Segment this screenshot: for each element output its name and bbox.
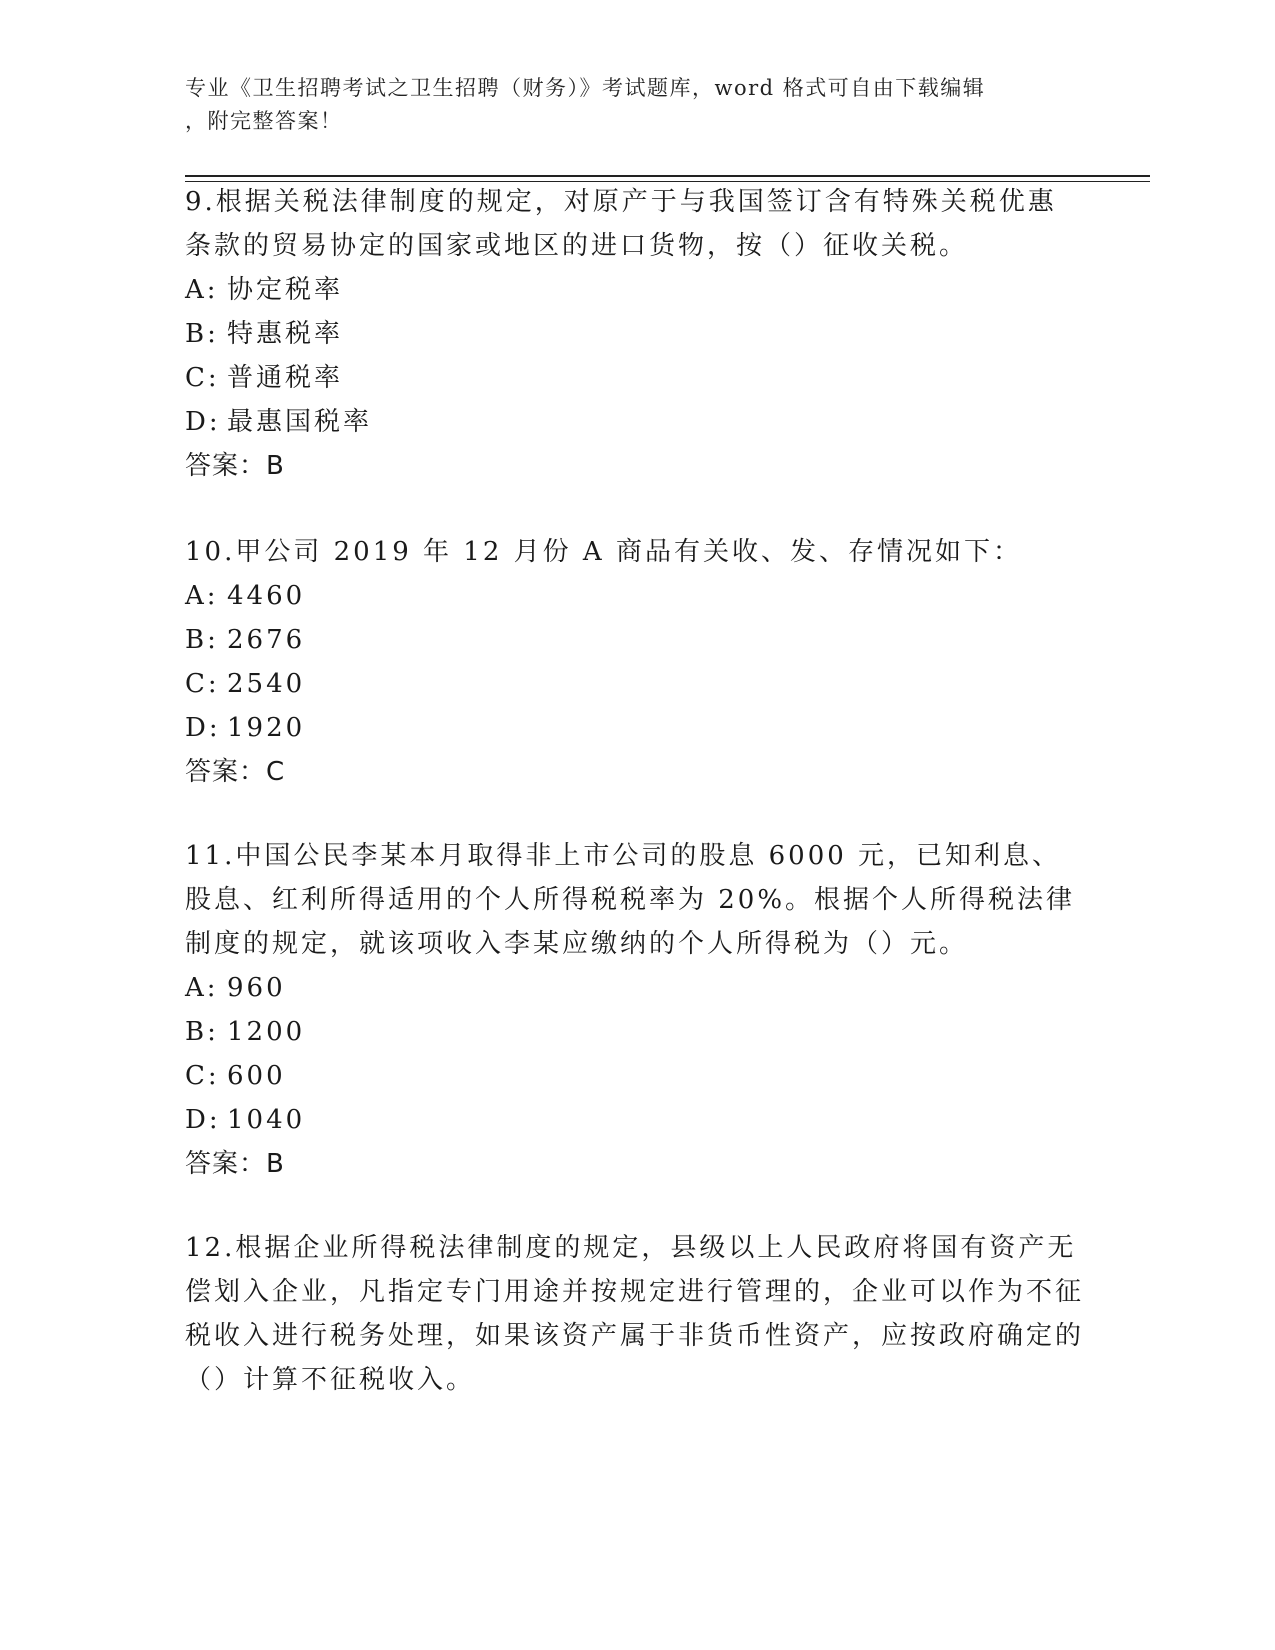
- option-b: [185, 312, 1085, 356]
- question-12: [185, 1226, 1085, 1402]
- header-line-1: 专业《卫生招聘考试之卫生招聘（财务）》考试题库，word 格式可自由下载编辑: [185, 76, 986, 100]
- option-key: A:: [185, 275, 219, 305]
- option-key: A:: [185, 581, 219, 611]
- option-key: C:: [185, 363, 220, 393]
- question-stem: 10.甲公司 2019 年 12 月份 A 商品有关收、发、存情况如下：: [185, 537, 1022, 567]
- question-11: [185, 834, 1085, 1186]
- option-b: [185, 618, 1085, 662]
- answer-line: 答案：B: [185, 451, 285, 481]
- option-text: 1200: [227, 1017, 306, 1047]
- option-b: [185, 1010, 1085, 1054]
- option-text: 600: [227, 1061, 286, 1091]
- option-d: [185, 400, 1085, 444]
- option-d: [185, 706, 1085, 750]
- question-10: [185, 530, 1085, 794]
- option-key: A:: [185, 973, 219, 1003]
- answer-line: 答案：C: [185, 757, 286, 787]
- option-key: B:: [185, 319, 219, 349]
- document-header: [185, 72, 1085, 138]
- option-text: 协定税率: [227, 275, 344, 305]
- option-a: [185, 966, 1085, 1010]
- option-c: [185, 356, 1085, 400]
- question-9: [185, 180, 1085, 488]
- option-text: 4460: [227, 581, 306, 611]
- option-text: 960: [227, 973, 286, 1003]
- question-stem: 12.根据企业所得税法律制度的规定，县级以上人民政府将国有资产无偿划入企业，凡指定专门用途并按规定进行管理的，企业可以作为不征税收入进行税务处理，如果该资产属于非货币性资产，应按政府确定的（）计算不征税收入。: [185, 1233, 1085, 1395]
- option-text: 2676: [227, 625, 306, 655]
- header-line-2: ，附完整答案！: [185, 109, 343, 133]
- option-key: D:: [185, 407, 221, 437]
- option-text: 普通税率: [227, 363, 344, 393]
- option-key: D:: [185, 713, 221, 743]
- option-text: 2540: [227, 669, 306, 699]
- option-key: C:: [185, 669, 220, 699]
- option-key: B:: [185, 1017, 219, 1047]
- option-c: [185, 662, 1085, 706]
- option-text: 最惠国税率: [227, 407, 373, 437]
- option-text: 1040: [227, 1105, 306, 1135]
- question-stem: 11.中国公民李某本月取得非上市公司的股息 6000 元，已知利息、股息、红利所得适用的个人所得税税率为 20%。根据个人所得税法律制度的规定，就该项收入李某应缴纳的个人所得税为（）元。: [185, 841, 1076, 959]
- option-text: 1920: [227, 713, 306, 743]
- option-a: [185, 574, 1085, 618]
- option-key: B:: [185, 625, 219, 655]
- option-text: 特惠税率: [227, 319, 344, 349]
- header-divider-thick: [185, 175, 1150, 177]
- option-a: [185, 268, 1085, 312]
- question-stem: 9.根据关税法律制度的规定，对原产于与我国签订含有特殊关税优惠条款的贸易协定的国家或地区的进口货物，按（）征收关税。: [185, 187, 1057, 261]
- option-c: [185, 1054, 1085, 1098]
- option-d: [185, 1098, 1085, 1142]
- option-key: C:: [185, 1061, 220, 1091]
- option-key: D:: [185, 1105, 221, 1135]
- answer-line: 答案：B: [185, 1149, 285, 1179]
